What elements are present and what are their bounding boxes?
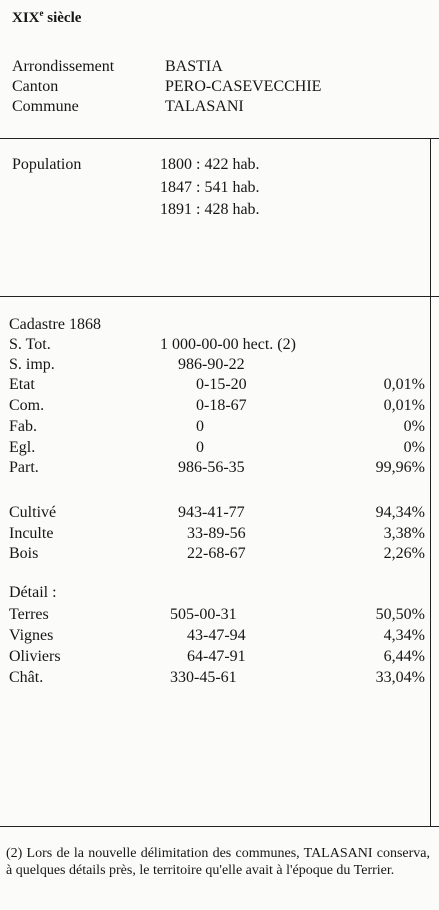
row-percent: 99,96% (375, 459, 425, 476)
row-percent: 0% (403, 439, 425, 456)
cadastre-row-part (0, 459, 439, 477)
cadastre-title: Cadastre 1868 (9, 316, 101, 333)
row-value: 505-00-31 (170, 606, 237, 623)
row-percent: 94,34% (375, 504, 425, 521)
row-label: Egl. (9, 439, 36, 456)
rule-top (0, 138, 439, 139)
row-label: Vignes (9, 627, 54, 644)
admin-value-arrondissement: BASTIA (165, 58, 223, 75)
row-label: S. Tot. (9, 336, 51, 353)
row-percent: 0,01% (383, 397, 425, 414)
row-value: 986-90-22 (178, 356, 245, 373)
row-label: Part. (9, 459, 39, 476)
row-percent: 0,01% (383, 376, 425, 393)
row-label: Chât. (9, 669, 44, 686)
row-label: Terres (9, 606, 49, 623)
cadastre-row-com (0, 397, 439, 415)
admin-value-canton: PERO-CASEVECCHIE (165, 78, 322, 95)
rule-right-population (430, 138, 431, 296)
admin-label-arrondissement: Arrondissement (12, 58, 115, 75)
row-value: 330-45-61 (170, 669, 237, 686)
detail-row-vignes (0, 627, 439, 645)
row-value: 943-41-77 (178, 504, 245, 521)
row-label: Com. (9, 397, 45, 414)
cadastre-row-etat (0, 376, 439, 394)
cadastre-row-stot (0, 336, 439, 354)
admin-label-commune: Commune (12, 98, 79, 115)
row-value: 986-56-35 (178, 459, 245, 476)
row-value: 64-47-91 (187, 648, 246, 665)
usage-row-inculte (0, 525, 439, 543)
row-percent: 4,34% (383, 627, 425, 644)
row-label: Bois (9, 545, 39, 562)
row-value: 43-47-94 (187, 627, 246, 644)
row-value: 1 000-00-00 hect. (2) (160, 336, 296, 353)
century-word: siècle (47, 10, 82, 26)
usage-row-bois (0, 545, 439, 563)
row-percent: 0% (403, 418, 425, 435)
row-percent: 50,50% (375, 606, 425, 623)
row-label: Fab. (9, 418, 37, 435)
population-1891: 1891 : 428 hab. (160, 201, 260, 218)
population-1847: 1847 : 541 hab. (160, 179, 260, 196)
row-label: Etat (9, 376, 35, 393)
detail-row-chat (0, 669, 439, 687)
century-roman: XIX (12, 10, 40, 26)
row-percent: 3,38% (383, 525, 425, 542)
row-percent: 33,04% (375, 669, 425, 686)
cadastre-row-egl (0, 439, 439, 457)
usage-row-cultive (0, 504, 439, 522)
row-label: Cultivé (9, 504, 57, 521)
row-value: 0 (196, 439, 204, 456)
row-label: Oliviers (9, 648, 61, 665)
rule-middle (0, 296, 439, 297)
century-superscript: e (39, 8, 44, 18)
row-value: 22-68-67 (187, 545, 246, 562)
cadastre-row-simp (0, 356, 439, 374)
detail-title: Détail : (9, 584, 57, 601)
footnote (6, 845, 430, 879)
population-1800: 1800 : 422 hab. (160, 156, 260, 173)
row-value: 0 (196, 418, 204, 435)
row-percent: 2,26% (383, 545, 425, 562)
row-value: 0-18-67 (196, 397, 247, 414)
row-percent: 6,44% (383, 648, 425, 665)
admin-value-commune: TALASANI (165, 98, 244, 115)
row-value: 33-89-56 (187, 525, 246, 542)
rule-bottom (0, 826, 439, 827)
population-label: Population (12, 156, 82, 173)
row-value: 0-15-20 (196, 376, 247, 393)
cadastre-row-fab (0, 418, 439, 436)
detail-row-terres (0, 606, 439, 624)
row-label: S. imp. (9, 356, 55, 373)
footnote-text: (2) Lors de la nouvelle délimitation des communes, TALASANI conserva, à quelques détails près, le territoire qu'elle avait à l'époque du Terrier. (6, 846, 430, 878)
century-heading (12, 8, 81, 27)
detail-row-oliviers (0, 648, 439, 666)
admin-label-canton: Canton (12, 78, 59, 95)
row-label: Inculte (9, 525, 54, 542)
